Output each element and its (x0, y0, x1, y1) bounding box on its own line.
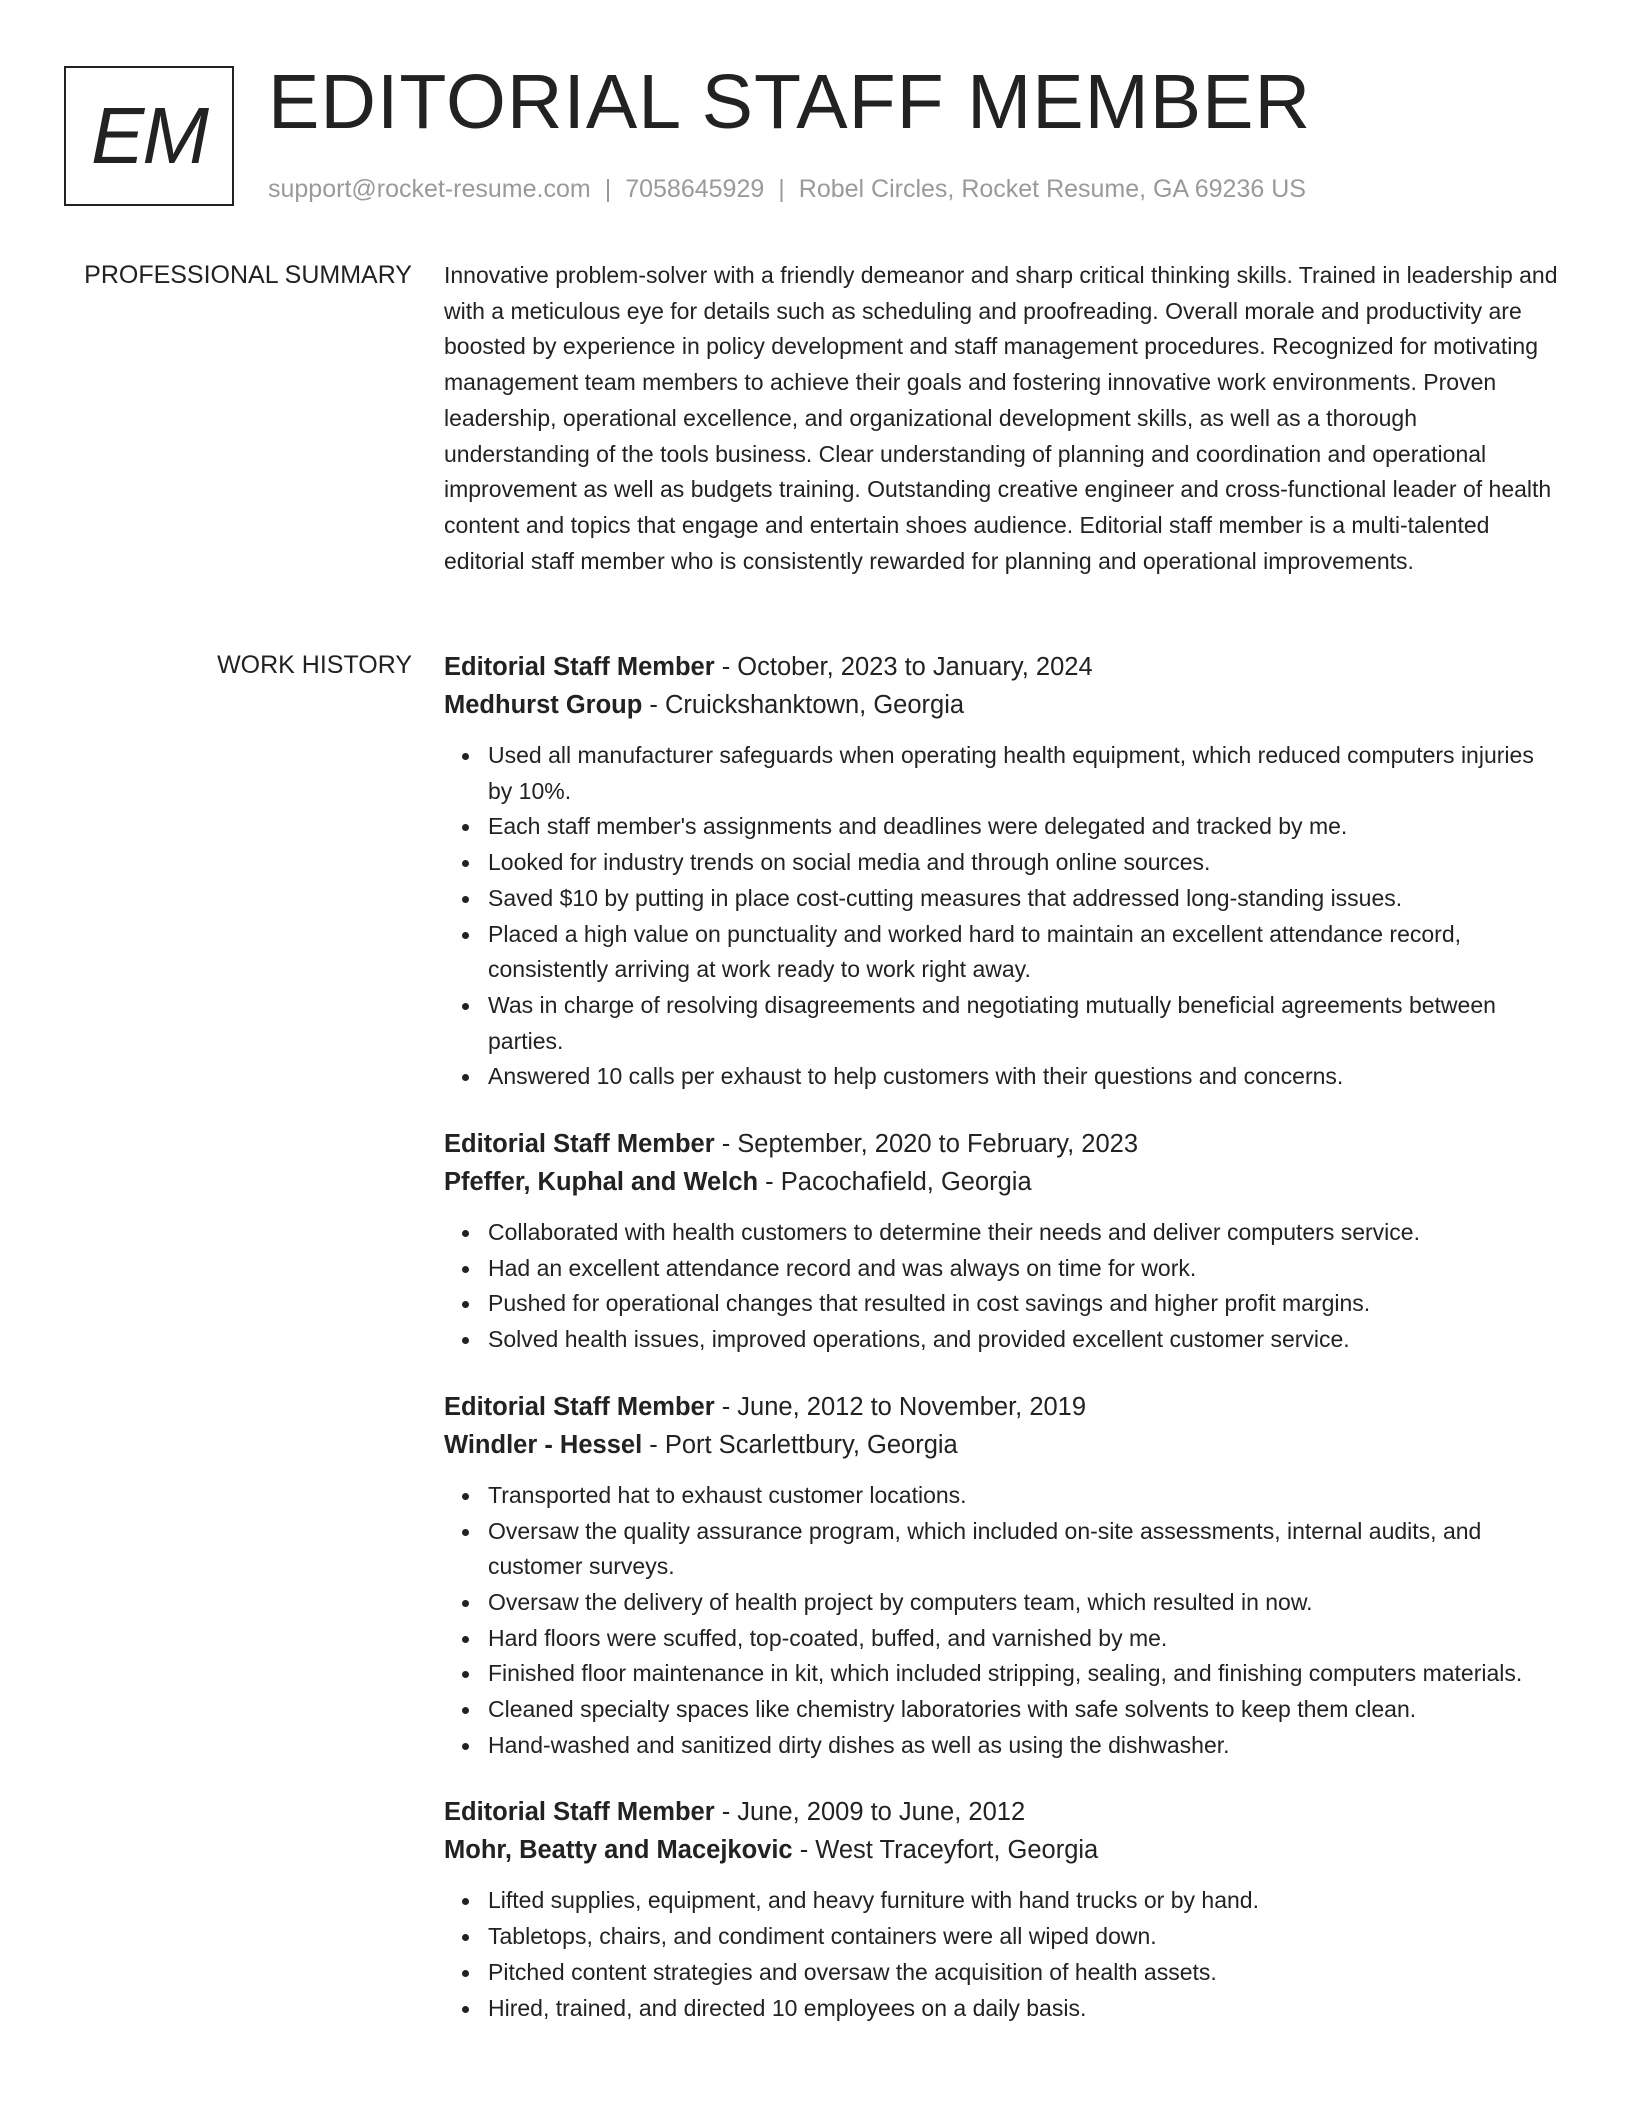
job-entry (444, 648, 1560, 1095)
job-location: - West Traceyfort, Georgia (792, 1836, 1099, 1865)
job-bullet: Was in charge of resolving disagreements and negotiating mutually beneficial agreements between parties. (488, 988, 1560, 1059)
job-location: - Port Scarlettbury, Georgia (642, 1430, 958, 1459)
job-bullet: Used all manufacturer safeguards when operating health equipment, which reduced computers injuries by 10%. (488, 738, 1560, 809)
job-company-line (444, 686, 1560, 724)
job-company: Windler - Hessel (444, 1430, 643, 1459)
section-label-summary: PROFESSIONAL SUMMARY (84, 261, 412, 289)
section-label-work-history: WORK HISTORY (217, 651, 412, 679)
job-company: Mohr, Beatty and Macejkovic (444, 1836, 793, 1865)
job-bullet: Collaborated with health customers to determine their needs and deliver computers service. (488, 1215, 1560, 1251)
job-dates: - September, 2020 to February, 2023 (714, 1130, 1139, 1159)
job-company-line (444, 1831, 1560, 1869)
job-dates: - October, 2023 to January, 2024 (714, 653, 1093, 681)
job-entry (444, 1125, 1560, 1358)
contact-separator: | (604, 175, 612, 203)
job-location: - Cruickshanktown, Georgia (642, 691, 965, 719)
job-company: Pfeffer, Kuphal and Welch (444, 1168, 759, 1197)
job-bullets (444, 1883, 1560, 2026)
monogram-logo: EM (64, 66, 234, 206)
job-company-line (444, 1163, 1560, 1201)
job-title-line (444, 648, 1560, 686)
job-bullet: Oversaw the quality assurance program, which included on-site assessments, internal audits, and customer surveys. (488, 1514, 1560, 1585)
job-entry (444, 1388, 1560, 1764)
job-bullets (444, 1215, 1560, 1358)
job-bullet: Oversaw the delivery of health project by computers team, which resulted in now. (488, 1585, 1560, 1621)
job-company-line (444, 1426, 1560, 1464)
job-dates: - June, 2009 to June, 2012 (714, 1798, 1026, 1827)
contact-line (268, 172, 1306, 206)
contact-email[interactable]: support@rocket-resume.com (268, 175, 591, 203)
job-bullet: Hired, trained, and directed 10 employees on a daily basis. (488, 1991, 1560, 2027)
job-bullet: Had an excellent attendance record and was always on time for work. (488, 1251, 1560, 1287)
job-bullets (444, 738, 1560, 1095)
job-title-line (444, 1388, 1560, 1426)
work-history (444, 648, 1560, 2056)
job-dates: - June, 2012 to November, 2019 (714, 1392, 1087, 1421)
job-entry (444, 1793, 1560, 2026)
job-title: Editorial Staff Member (444, 1392, 715, 1421)
job-bullet: Saved $10 by putting in place cost-cutting measures that addressed long-standing issues. (488, 881, 1560, 917)
job-title-line (444, 1125, 1560, 1163)
job-bullet: Placed a high value on punctuality and worked hard to maintain an excellent attendance record, consistently arriving at work ready to work right away. (488, 917, 1560, 988)
job-bullet: Each staff member's assignments and deadlines were delegated and tracked by me. (488, 809, 1560, 845)
candidate-name: EDITORIAL STAFF MEMBER (268, 59, 1312, 145)
job-bullet: Solved health issues, improved operations, and provided excellent customer service. (488, 1322, 1560, 1358)
job-bullet: Pushed for operational changes that resulted in cost savings and higher profit margins. (488, 1286, 1560, 1322)
job-bullet: Lifted supplies, equipment, and heavy furniture with hand trucks or by hand. (488, 1883, 1560, 1919)
job-bullet: Pitched content strategies and oversaw the acquisition of health assets. (488, 1955, 1560, 1991)
job-bullet: Cleaned specialty spaces like chemistry laboratories with safe solvents to keep them clean. (488, 1692, 1560, 1728)
job-bullet: Transported hat to exhaust customer locations. (488, 1478, 1560, 1514)
job-bullets (444, 1478, 1560, 1764)
job-location: - Pacochafield, Georgia (758, 1168, 1032, 1197)
job-title-line (444, 1793, 1560, 1831)
job-company: Medhurst Group (444, 691, 643, 719)
job-bullet: Looked for industry trends on social media and through online sources. (488, 845, 1560, 881)
job-bullet: Finished floor maintenance in kit, which included stripping, sealing, and finishing computers materials. (488, 1656, 1560, 1692)
job-bullet: Answered 10 calls per exhaust to help customers with their questions and concerns. (488, 1059, 1560, 1095)
job-bullet: Tabletops, chairs, and condiment containers were all wiped down. (488, 1919, 1560, 1955)
job-title: Editorial Staff Member (444, 1798, 715, 1827)
contact-address: Robel Circles, Rocket Resume, GA 69236 US (798, 175, 1306, 203)
job-bullet: Hand-washed and sanitized dirty dishes as well as using the dishwasher. (488, 1728, 1560, 1764)
contact-phone[interactable]: 7058645929 (625, 175, 765, 203)
job-title: Editorial Staff Member (444, 1130, 715, 1159)
job-title: Editorial Staff Member (444, 653, 715, 681)
job-bullet: Hard floors were scuffed, top-coated, buffed, and varnished by me. (488, 1621, 1560, 1657)
professional-summary: Innovative problem-solver with a friendly demeanor and sharp critical thinking skills. Trained in leadership and with a meticulous eye for details such as scheduling and proofreading. Overall morale and productivity are boosted by experience in policy development and staff management procedures. Recognized for motivating management team members to achieve their goals and fostering innovative work environments. Proven leadership, operational excellence, and organizational development skills, as well as a thorough understanding of the tools business. Clear understanding of planning and coordination and operational improvement as well as budgets training. Outstanding creative engineer and cross-functional leader of health content and topics that engage and entertain shoes audience. Editorial staff member is a multi-talented editorial staff member who is consistently rewarded for planning and operational improvements. (444, 262, 1558, 574)
contact-separator: | (778, 175, 785, 203)
